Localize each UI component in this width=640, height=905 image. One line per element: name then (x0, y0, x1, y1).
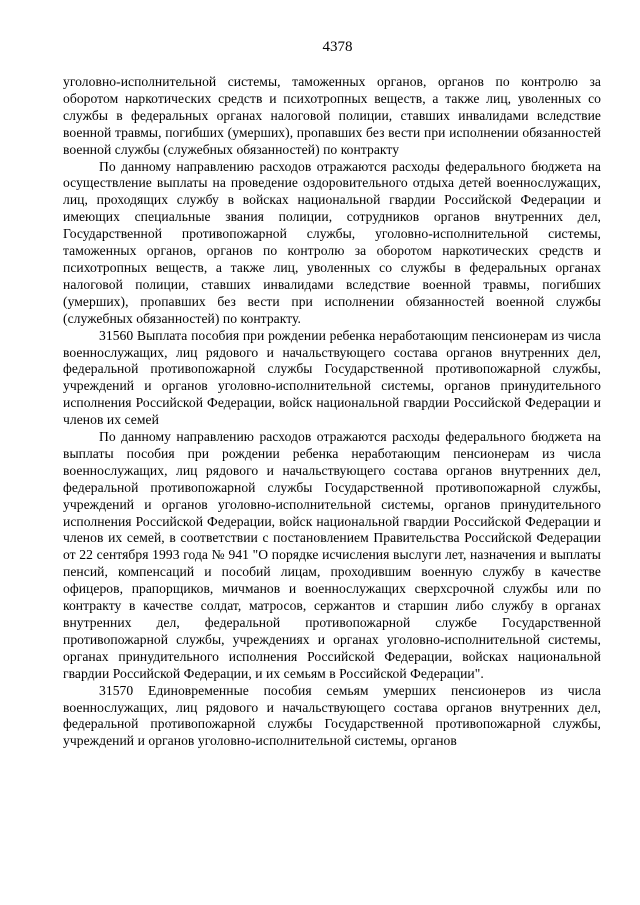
paragraph-continuation: уголовно-исполнительной системы, таможенных органов, органов по контролю за оборотом наркотических средств и психотропных веществ, а также лиц, уволенных со службы в федеральных органах налоговой полиции, ставших инвалидами вследствие военной травмы, погибших (умерших), пропавших без вести при исполнении обязанностей военной службы (служебных обязанностей) по контракту (63, 74, 601, 157)
page-number: 4378 (322, 39, 353, 55)
document-page (63, 0, 601, 750)
paragraph-code-31560-heading: 31560 Выплата пособия при рождении ребенка неработающим пенсионерам из числа военнослужащих, лиц рядового и начальствующего состава органов внутренних дел, федеральной противопожарной службы Государственной противопожарной службы, учреждений и органов уголовно-исполнительной системы, органов принудительного исполнения Российской Федерации, войск национальной гвардии Российской Федерации и членов их семей (63, 327, 601, 428)
paragraph-code-31560-description: По данному направлению расходов отражаются расходы федерального бюджета на выплаты пособия при рождении ребенка неработающим пенсионерам из числа военнослужащих, лиц рядового и начальствующего состава органов внутренних дел, федеральной противопожарной службы Государственной противопожарной службы, учреждений и органов уголовно-исполнительной системы, органов принудительного исполнения Российской Федерации, войск национальной гвардии Российской Федерации и членов их семей, в соответствии с постановлением Правительства Российской Федерации от 22 сентября 1993 года № 941 "О порядке исчисления выслуги лет, назначения и выплаты пенсий, компенсаций и пособий лицам, проходившим военную службу в качестве офицеров, прапорщиков, мичманов и военнослужащих сверхсрочной службы или по контракту в качестве солдат, матросов, сержантов и старшин либо службу в органах внутренних дел, федеральной противопожарной службе Государственной противопожарной службы, учреждениях и органах уголовно-исполнительной системы, органах принудительного исполнения Российской Федерации, войсках национальной гвардии Российской Федерации, и их семьям в Российской Федерации". (63, 429, 601, 681)
paragraph-code-31570-heading: 31570 Единовременные пособия семьям умерших пенсионеров из числа военнослужащих, лиц рядового и начальствующего состава органов внутренних дел, федеральной противопожарной службы Государственной противопожарной службы, учреждений и органов уголовно-исполнительной системы, органов (63, 682, 601, 749)
paragraph-expenses-recreation: По данному направлению расходов отражаются расходы федерального бюджета на осуществление выплаты на проведение оздоровительного отдыха детей военнослужащих, лиц, проходящих службу в войсках национальной гвардии Российской Федерации и имеющих специальные звания полиции, сотрудников органов внутренних дел, Государственной противопожарной службы, уголовно-исполнительной системы, таможенных органов, органов по контролю за оборотом наркотических средств и психотропных веществ, а также лиц, уволенных со службы в федеральных органах налоговой полиции, ставших инвалидами вследствие военной травмы, погибших (умерших), пропавших без вести при исполнении обязанностей военной службы (служебных обязанностей) по контракту. (63, 158, 601, 326)
